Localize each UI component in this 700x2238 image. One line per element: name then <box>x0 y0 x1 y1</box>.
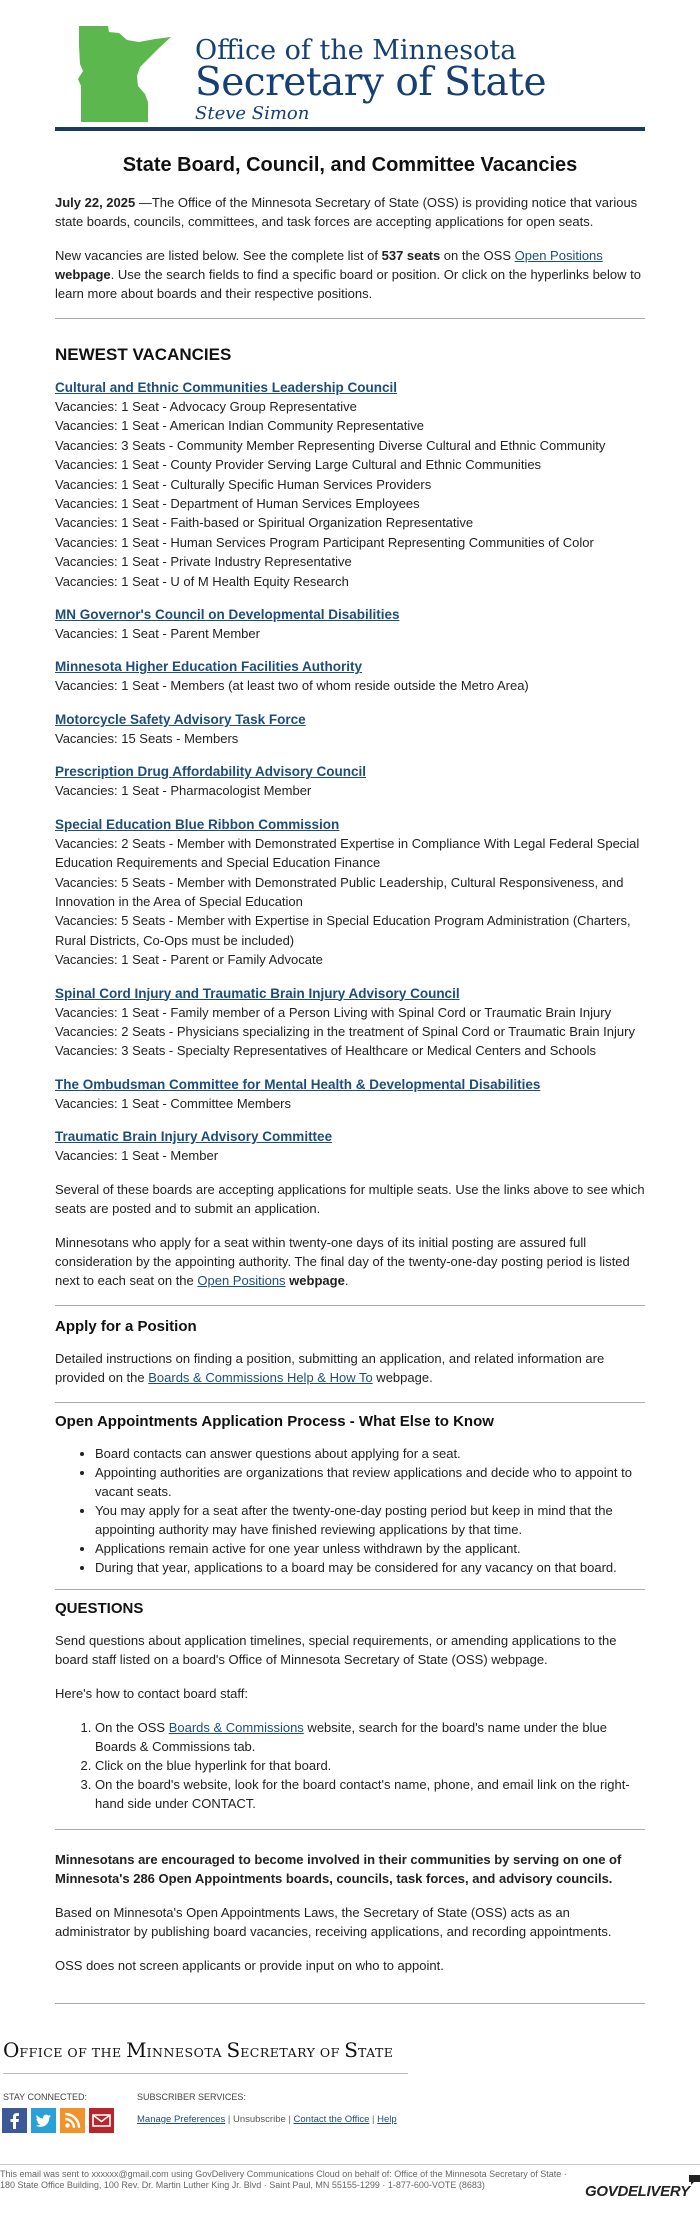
vacancy-line: Vacancies: 1 Seat - Advocacy Group Representative <box>55 399 357 414</box>
open-positions-link-2[interactable]: Open Positions <box>197 1272 286 1288</box>
board-name-link[interactable]: Motorcycle Safety Advisory Task Force <box>55 711 306 727</box>
separator: | <box>227 2113 231 2125</box>
closing-bold-text: Minnesotans are encouraged to become involved in their communities by serving on one of Minnesota's 286 Open Appointments boards, councils, task forces, and advisory councils. <box>55 1851 622 1886</box>
vacancy-line: Vacancies: 5 Seats - Member with Demonstrated Public Leadership, Cultural Responsiveness, and Innovation in the Area of Special Education <box>55 874 624 909</box>
open-appointments-paragraph: Based on Minnesota's Open Appointments Laws, the Secretary of State (OSS) acts as an administrator by publishing board vacancies, receiving applications, and recording appointments. <box>55 1904 612 1939</box>
questions-heading: QUESTIONS <box>55 1599 144 1617</box>
apply-paragraph <box>55 1349 645 1387</box>
board-entry <box>55 657 645 695</box>
footer-rule <box>3 2073 408 2074</box>
twitter-icon[interactable] <box>31 2108 56 2133</box>
board-entry <box>55 1075 645 1113</box>
divider <box>55 1829 645 1830</box>
contact-steps <box>55 1718 645 1813</box>
list-item <box>95 1718 645 1756</box>
board-entry <box>55 815 645 970</box>
new-vacancies-paragraph <box>55 246 645 303</box>
subscriber-services-label: SUBSCRIBER SERVICES: <box>137 2091 246 2102</box>
board-name-link[interactable]: Spinal Cord Injury and Traumatic Brain Injury Advisory Council <box>55 985 460 1001</box>
footer <box>0 2038 700 2238</box>
minnesota-map-logo <box>75 24 180 124</box>
page-title: State Board, Council, and Committee Vacancies <box>122 154 578 176</box>
vacancy-line: Vacancies: 1 Seat - Parent Member <box>55 626 260 642</box>
contact-office-link[interactable]: Contact the Office <box>293 2113 370 2125</box>
separator: | <box>288 2113 291 2125</box>
rss-icon[interactable] <box>60 2108 85 2133</box>
board-entry <box>55 378 645 591</box>
step1-text-b: website, search for the board's name under the blue Boards & Commissions tab. <box>95 1719 607 1754</box>
facebook-icon[interactable] <box>2 2108 27 2133</box>
header <box>55 0 645 135</box>
contact-staff-paragraph: Here's how to contact board staff: <box>55 1685 249 1701</box>
board-entry <box>55 762 645 800</box>
header-divider <box>55 127 645 131</box>
header-secretary-name: Steve Simon <box>195 103 310 124</box>
apply-text-c: webpage. <box>372 1369 433 1385</box>
p21-text-d: . <box>344 1272 349 1288</box>
vacancy-line: Vacancies: 5 Seats - Member with Expertise in Special Education Program Administration (Charters, Rural Districts, Co-Ops must be included) <box>55 913 631 948</box>
footer-legal-rule <box>0 2164 700 2165</box>
divider <box>55 1305 645 1306</box>
vacancy-line: Vacancies: 1 Seat - Family member of a Person Living with Spinal Cord or Traumatic Brain Injury <box>55 1004 612 1020</box>
list-item: 2. Click on the blue hyperlink for that board. <box>95 1756 645 1775</box>
vacancy-line: Vacancies: 2 Seats - Member with Demonstrated Expertise in Compliance With Legal Federal Special Education Requirements and Special Education Finance <box>55 835 640 871</box>
intro-paragraph <box>55 193 645 231</box>
vacancy-line: Vacancies: 1 Seat - Department of Human Services Employees <box>55 496 420 512</box>
vacancy-line: Vacancies: 15 Seats - Members <box>55 730 239 746</box>
vacancy-line: Vacancies: 1 Seat - Members (at least two of whom reside outside the Metro Area) <box>55 678 529 694</box>
list-item: • Appointing authorities are organizations that review applications and decide who to appoint to vacant seats. <box>95 1463 645 1501</box>
multi-seats-paragraph: Several of these boards are accepting applications for multiple seats. Use the links above to see which seats are posted and to submit an application. <box>55 1181 645 1216</box>
board-name-link[interactable]: Minnesota Higher Education Facilities Authority <box>55 659 363 675</box>
divider <box>55 318 645 319</box>
vacancy-line: Vacancies: 1 Seat - Culturally Specific Human Services Providers <box>55 476 432 492</box>
board-entry <box>55 605 645 643</box>
apply-text-a: Detailed instructions on finding a position, submitting an application, and related information are provided on the <box>55 1350 605 1385</box>
boards-commissions-link[interactable]: Boards & Commissions <box>168 1719 304 1735</box>
board-entry <box>55 1127 645 1165</box>
board-name-link[interactable]: Special Education Blue Ribbon Commission <box>55 816 340 832</box>
closing-bold-paragraph <box>55 1850 645 1888</box>
vacancy-line: Vacancies: 3 Seats - Community Member Representing Diverse Cultural and Ethnic Community <box>55 437 606 453</box>
header-office-line: Office of the Minnesota <box>195 35 517 66</box>
email-body <box>55 0 645 2004</box>
twenty-one-day-paragraph <box>55 1233 645 1290</box>
separator: | <box>372 2113 375 2125</box>
apply-heading: Apply for a Position <box>55 1317 197 1335</box>
newest-vacancies-heading: NEWEST VACANCIES <box>55 345 232 364</box>
step1-text-a: On the OSS <box>95 1719 169 1735</box>
divider <box>55 1402 645 1403</box>
p2-text-a: New vacancies are listed below. See the complete list of <box>55 248 382 263</box>
process-heading: Open Appointments Application Process - What Else to Know <box>55 1412 494 1430</box>
board-name-link[interactable]: MN Governor's Council on Developmental Disabilities <box>55 607 400 623</box>
intro-text: —The Office of the Minnesota Secretary of State (OSS) is providing notice that various state boards, councils, committees, and task forces are accepting applications for open seats. <box>55 195 638 229</box>
board-name-link[interactable]: The Ombudsman Committee for Mental Health & Developmental Disabilities <box>55 1076 541 1092</box>
vacancy-line: Vacancies: 1 Seat - Human Services Program Participant Representing Communities of Color <box>55 534 594 550</box>
list-item: • Applications remain active for one year unless withdrawn by the applicant. <box>95 1539 645 1558</box>
vacancy-line: Vacancies: 1 Seat - County Provider Serving Large Cultural and Ethnic Communities <box>55 457 542 473</box>
header-secretary-line: Secretary of State <box>195 60 547 105</box>
help-link[interactable]: Help <box>377 2113 397 2125</box>
govdelivery-wordmark: GOVDELIVERY <box>585 2182 690 2200</box>
vacancy-line: Vacancies: 1 Seat - Faith-based or Spiritual Organization Representative <box>55 515 474 531</box>
vacancy-line: Vacancies: 1 Seat - Parent or Family Advocate <box>55 952 323 968</box>
board-name-link[interactable]: Traumatic Brain Injury Advisory Committee <box>55 1129 333 1145</box>
list-item: • You may apply for a seat after the twenty-one-day posting period but keep in mind that the appointing authority may have finished reviewing applications by that time. <box>95 1501 645 1539</box>
vacancy-line: Vacancies: 1 Seat - Committee Members <box>55 1095 292 1111</box>
stay-connected-label: STAY CONNECTED: <box>3 2091 88 2102</box>
vacancy-line: Vacancies: 3 Seats - Specialty Representatives of Healthcare or Medical Centers and Schools <box>55 1043 596 1059</box>
vacancy-line: Vacancies: 1 Seat - Member <box>55 1148 219 1164</box>
list-item: • During that year, applications to a board may be considered for any vacancy on that board. <box>95 1558 645 1577</box>
p21-webpage-word: webpage <box>285 1272 345 1288</box>
govdelivery-bubble-icon <box>688 2174 700 2186</box>
intro-date: July 22, 2025 <box>55 195 136 210</box>
list-item: • Board contacts can answer questions about applying for a seat. <box>95 1444 645 1463</box>
manage-preferences-link[interactable]: Manage Preferences <box>137 2113 226 2125</box>
divider <box>55 2003 645 2004</box>
unsubscribe-link[interactable]: Unsubscribe <box>232 2113 286 2125</box>
open-positions-link[interactable]: Open Positions <box>514 248 603 263</box>
p21-text-a: Minnesotans who apply for a seat within twenty-one days of its initial posting are assured full consideration by the appointing authority. The final day of the twenty-one-day posting period is listed next to each seat on the <box>55 1234 630 1288</box>
vacancy-line: Vacancies: 1 Seat - Private Industry Representative <box>55 554 352 570</box>
seat-count: 537 seats <box>381 248 441 263</box>
vacancy-line: Vacancies: 2 Seats - Physicians specializing in the treatment of Spinal Cord or Traumatic Brain Injury <box>55 1023 635 1039</box>
p2-text-b: on the OSS <box>440 248 515 263</box>
p2-webpage-word: webpage <box>55 267 111 282</box>
help-how-to-link[interactable]: Boards & Commissions Help & How To <box>148 1369 373 1385</box>
divider <box>55 1589 645 1590</box>
board-list <box>55 378 645 1166</box>
board-name-link[interactable]: Prescription Drug Affordability Advisory Council <box>55 764 367 780</box>
questions-paragraph: Send questions about application timelines, special requirements, or amending applications to the board staff listed on a board's Office of Minnesota Secretary of State (OSS) webpage. <box>55 1632 617 1667</box>
vacancy-line: Vacancies: 1 Seat - Pharmacologist Member <box>55 783 312 799</box>
board-entry <box>55 710 645 748</box>
vacancy-line: Vacancies: 1 Seat - American Indian Community Representative <box>55 418 424 434</box>
p2-text-d: . Use the search fields to find a specific board or position. Or click on the hyperlinks below to learn more about boards and their respective positions. <box>55 267 641 301</box>
board-entry <box>55 984 645 1061</box>
subscriber-links <box>137 2114 397 2125</box>
email-icon[interactable] <box>89 2108 114 2133</box>
board-name-link[interactable]: Cultural and Ethnic Communities Leadership Council <box>55 380 398 395</box>
legal-text: This email was sent to xxxxxx@gmail.com using GovDelivery Communications Cloud on behalf of: Office of the Minnesota Secretary of State · 180 State Office Building, 100 Rev. Dr. Martin Luther King Jr. Blvd · Saint Paul, MN 55155-1299 · 1-877-600-VOTE (8683) <box>0 2168 567 2191</box>
process-bullets <box>55 1444 645 1577</box>
vacancy-line: Vacancies: 1 Seat - U of M Health Equity Research <box>55 573 349 589</box>
footer-office-title: OFFICE OF THE MINNESOTA SECRETARY OF STATE <box>3 2037 394 2062</box>
oss-screen-paragraph: OSS does not screen applicants or provide input on who to appoint. <box>55 1957 444 1973</box>
list-item: 3. On the board's website, look for the board contact's name, phone, and email link on the right-hand side under CONTACT. <box>95 1775 645 1813</box>
